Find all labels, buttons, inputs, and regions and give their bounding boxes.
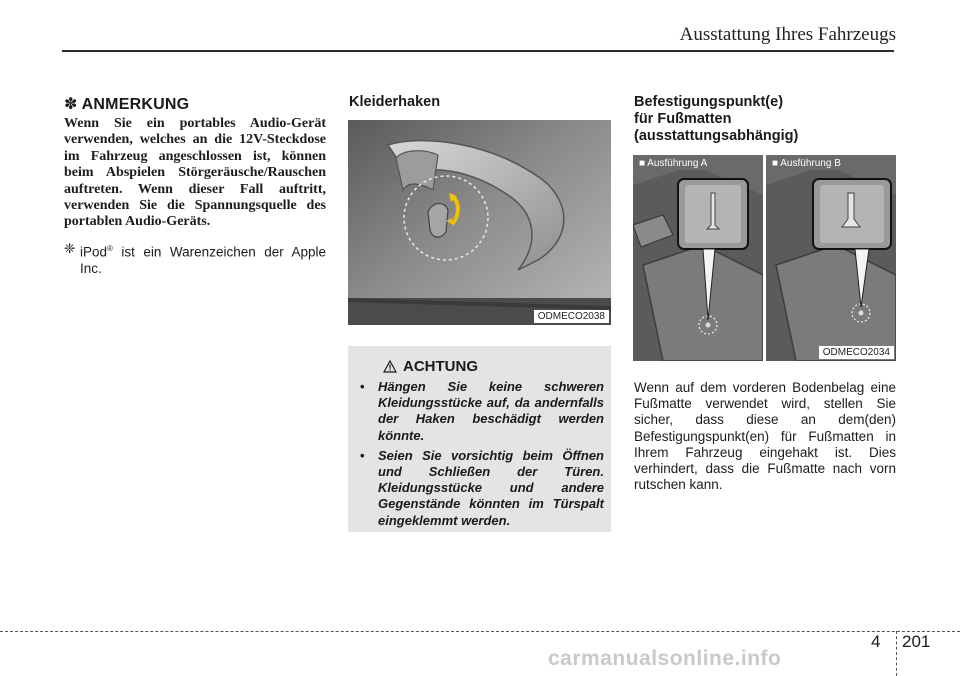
footer-divider bbox=[896, 631, 897, 676]
caution-box bbox=[348, 346, 611, 532]
page-number: 201 bbox=[902, 632, 931, 651]
coat-hook-illustration bbox=[348, 120, 611, 325]
header-title: Ausstattung Ihres Fahrzeugs bbox=[679, 24, 896, 45]
caution-list bbox=[356, 379, 604, 533]
bullet-icon: • bbox=[360, 447, 365, 463]
note-asterisk-icon: ❈ bbox=[64, 241, 76, 256]
mat-title-line: Befestigungspunkt(e) bbox=[634, 94, 784, 110]
caution-item-text: Seien Sie vorsichtig beim Öffnen und Schließen der Türen. Kleidungsstücke und andere Gegenstände könnten im Türspalt eingeklemmt werden. bbox=[378, 447, 604, 528]
note-title: ANMERKUNG bbox=[81, 96, 190, 113]
mat-title-line: für Fußmatten bbox=[634, 111, 732, 127]
floor-mat-figure bbox=[633, 155, 896, 361]
ipod-brand: iPod bbox=[80, 244, 108, 260]
registered-mark: ® bbox=[107, 244, 113, 253]
variant-b-label: ■ Ausführung B bbox=[768, 157, 845, 170]
footer-rule bbox=[0, 631, 960, 632]
watermark: carmanualsonline.info bbox=[548, 647, 782, 670]
caution-item-text: Hängen Sie keine schweren Kleidungsstücke auf, da andernfalls der Haken beschädigt werden könnte. bbox=[378, 379, 604, 443]
mat-body-text: Wenn auf dem vorderen Bodenbelag eine Fußmatte verwendet wird, stellen Sie sicher, dass diese an dem(den) Befestigungspunkt(en) für Fußmatten in Ihrem Fahrzeug eingehakt ist. Dies verhindert, dass die Fußmatte nach vorn rutschen kann. bbox=[634, 380, 896, 493]
caution-item bbox=[356, 448, 604, 529]
ipod-note-text bbox=[64, 241, 326, 277]
ipod-trademark-note bbox=[64, 241, 326, 277]
variant-a-label: ■ Ausführung A bbox=[635, 157, 711, 170]
header-rule bbox=[62, 50, 894, 52]
caution-title: ACHTUNG bbox=[403, 358, 478, 375]
mat-title-line: (ausstattungsabhängig) bbox=[634, 128, 799, 144]
caution-heading bbox=[383, 358, 478, 375]
mat-figure-code: ODMECO2034 bbox=[819, 346, 894, 359]
note-star-icon: ✽ bbox=[64, 96, 78, 113]
chapter-number: 4 bbox=[871, 632, 881, 651]
coat-hook-figure bbox=[348, 120, 611, 325]
hook-figure-code: ODMECO2038 bbox=[534, 310, 609, 323]
mat-section-title bbox=[634, 94, 834, 145]
warning-triangle-icon bbox=[383, 360, 397, 373]
floor-mat-illustration bbox=[633, 155, 896, 361]
note-body: Wenn Sie ein portables Audio-Gerät verwenden, welches an die 12V-Steckdose im Fahrzeug angeschlossen ist, können beim Abspielen Störgeräusche/Rauschen auftreten. Wenn dieser Fall auftritt, verwenden Sie die Spannungsquelle des portablen Audio-Geräts. bbox=[64, 116, 326, 230]
caution-item bbox=[356, 379, 604, 444]
ipod-note-rest: ist ein Warenzeichen der Apple Inc. bbox=[80, 244, 326, 276]
hook-section-title: Kleiderhaken bbox=[349, 94, 441, 110]
bullet-icon: • bbox=[360, 379, 365, 394]
note-heading bbox=[64, 94, 189, 114]
